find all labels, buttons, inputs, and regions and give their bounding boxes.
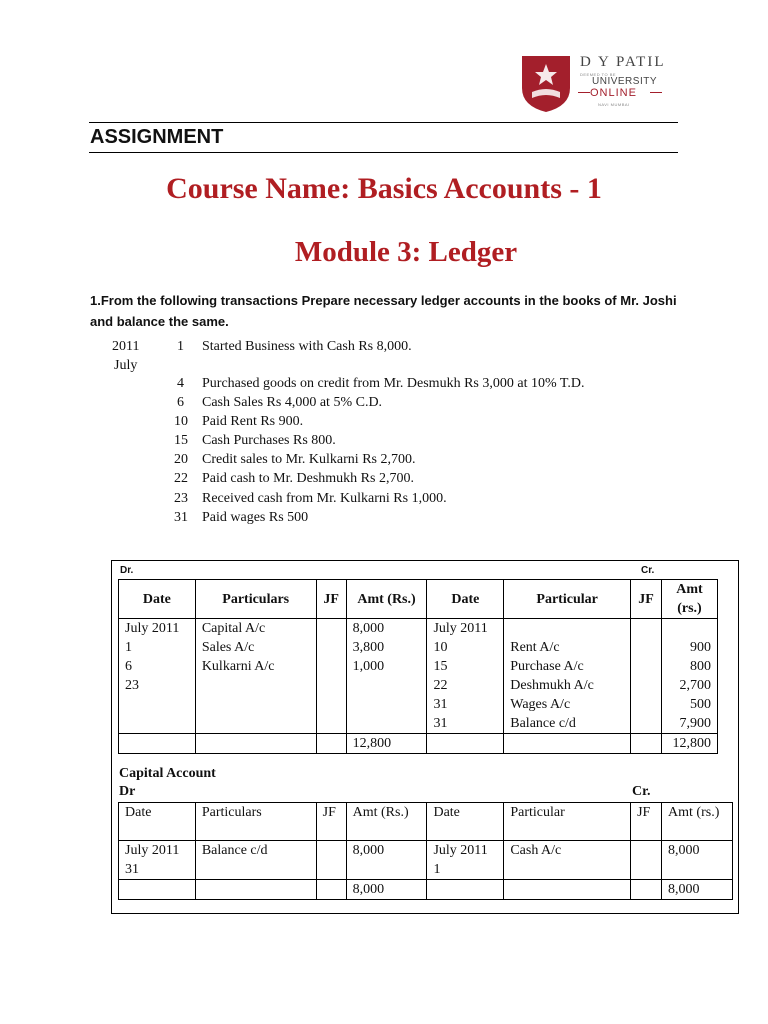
debit-particular: Kulkarni A/c bbox=[201, 659, 275, 674]
col-jf-cr: JF bbox=[630, 580, 661, 619]
capital-account-title: Capital Account bbox=[119, 766, 216, 781]
assignment-heading: ASSIGNMENT bbox=[90, 126, 224, 148]
credit-particulars-cell bbox=[504, 619, 631, 734]
credit-jf-cell bbox=[630, 619, 661, 734]
credit-date: 15 bbox=[433, 659, 448, 674]
credit-amount: 900 bbox=[690, 640, 711, 655]
transaction-text: Paid wages Rs 500 bbox=[202, 510, 309, 525]
transaction-text: Paid Rent Rs 900. bbox=[202, 414, 304, 429]
credit-date: 10 bbox=[433, 640, 448, 655]
debit-particulars-cell bbox=[195, 619, 316, 734]
table-row bbox=[119, 619, 718, 734]
logo-online: ONLINE bbox=[590, 87, 637, 99]
col-date-cr: Date bbox=[427, 803, 504, 841]
col-amt: Amt (Rs.) bbox=[346, 580, 427, 619]
col-amt-cr: Amt (rs.) bbox=[661, 580, 717, 619]
credit-amount: 2,700 bbox=[679, 678, 711, 693]
credit-particular: Cash A/c bbox=[504, 841, 631, 880]
debit-amount: 3,800 bbox=[352, 640, 385, 655]
totals-row bbox=[119, 880, 733, 900]
credit-total: 8,000 bbox=[662, 880, 733, 900]
logo-deemed: DEEMED TO BE bbox=[580, 72, 617, 77]
debit-jf-cell bbox=[316, 619, 346, 734]
transaction-text: Cash Sales Rs 4,000 at 5% C.D. bbox=[202, 395, 383, 410]
debit-date-cell bbox=[119, 841, 196, 880]
table-header-row bbox=[119, 803, 733, 841]
top-divider bbox=[89, 122, 678, 123]
transaction-year: 2011 bbox=[112, 339, 140, 354]
col-particular-cr: Particular bbox=[504, 580, 631, 619]
debit-date-head: July 2011 bbox=[125, 621, 180, 636]
credit-dates-cell bbox=[427, 619, 504, 734]
capital-account-table bbox=[118, 802, 733, 900]
heading-divider bbox=[89, 152, 678, 153]
table-header-row bbox=[119, 580, 718, 619]
university-logo bbox=[514, 50, 670, 116]
transaction-month: July bbox=[114, 358, 138, 373]
debit-date: 6 bbox=[125, 659, 132, 674]
transaction-text: Started Business with Cash Rs 8,000. bbox=[202, 339, 412, 354]
credit-particular: Wages A/c bbox=[510, 697, 571, 712]
col-amt: Amt (Rs.) bbox=[346, 803, 427, 841]
credit-date-head: July 2011 bbox=[433, 621, 488, 636]
credit-particular: Balance c/d bbox=[510, 716, 576, 731]
col-amt-cr: Amt (rs.) bbox=[662, 803, 733, 841]
col-jf: JF bbox=[316, 580, 346, 619]
debit-particular: Balance c/d bbox=[195, 841, 316, 880]
credit-amount: 8,000 bbox=[662, 841, 733, 880]
credit-particular: Deshmukh A/c bbox=[510, 678, 594, 693]
transaction-text: Paid cash to Mr. Deshmukh Rs 2,700. bbox=[202, 471, 414, 486]
credit-particular: Rent A/c bbox=[510, 640, 560, 655]
col-particulars: Particulars bbox=[195, 803, 316, 841]
col-date: Date bbox=[119, 803, 196, 841]
debit-particular: Capital A/c bbox=[201, 621, 266, 636]
transaction-text: Credit sales to Mr. Kulkarni Rs 2,700. bbox=[202, 452, 416, 467]
cash-account-table bbox=[118, 579, 718, 754]
debit-amounts-cell bbox=[346, 619, 427, 734]
debit-amount: 8,000 bbox=[352, 621, 385, 636]
debit-dates-cell bbox=[119, 619, 196, 734]
credit-date: 31 bbox=[433, 716, 448, 731]
table-row bbox=[119, 841, 733, 880]
cash-cr-label: Cr. bbox=[641, 565, 655, 576]
transaction-text: Received cash from Mr. Kulkarni Rs 1,000. bbox=[202, 491, 447, 506]
course-title: Course Name: Basics Accounts - 1 bbox=[166, 172, 602, 205]
credit-day: 1 bbox=[433, 862, 441, 877]
logo-location: NAVI MUMBAI bbox=[598, 102, 630, 107]
col-date-cr: Date bbox=[427, 580, 504, 619]
crest-icon bbox=[518, 52, 574, 114]
question-text: 1.From the following transactions Prepare necessary ledger accounts in the books of Mr. Joshi and balance the same. bbox=[90, 293, 677, 329]
debit-day: 31 bbox=[125, 862, 139, 877]
debit-total: 12,800 bbox=[346, 734, 427, 754]
capital-dr-label: Dr bbox=[119, 784, 136, 799]
credit-date: 31 bbox=[433, 697, 448, 712]
debit-amount: 8,000 bbox=[346, 841, 427, 880]
col-jf: JF bbox=[316, 803, 346, 841]
totals-row bbox=[119, 734, 718, 754]
debit-date: 1 bbox=[125, 640, 132, 655]
col-particular-cr: Particular bbox=[504, 803, 631, 841]
debit-date: July 2011 bbox=[125, 843, 180, 858]
credit-date-cell bbox=[427, 841, 504, 880]
credit-date: July 2011 bbox=[433, 843, 488, 858]
debit-total: 8,000 bbox=[346, 880, 427, 900]
logo-rule-right bbox=[650, 92, 662, 93]
transaction-text: Cash Purchases Rs 800. bbox=[202, 433, 336, 448]
module-title: Module 3: Ledger bbox=[294, 236, 518, 268]
credit-particular: Purchase A/c bbox=[510, 659, 584, 674]
logo-university: UNIVERSITY bbox=[592, 76, 658, 87]
debit-date: 23 bbox=[125, 678, 139, 693]
col-jf-cr: JF bbox=[631, 803, 662, 841]
credit-date: 22 bbox=[433, 678, 448, 693]
col-particulars: Particulars bbox=[195, 580, 316, 619]
debit-particular: Sales A/c bbox=[201, 640, 255, 655]
credit-amount: 500 bbox=[690, 697, 711, 712]
cash-dr-label: Dr. bbox=[120, 565, 134, 576]
logo-name: D Y PATIL bbox=[580, 54, 666, 70]
col-date: Date bbox=[119, 580, 196, 619]
transaction-text: Purchased goods on credit from Mr. Desmukh Rs 3,000 at 10% T.D. bbox=[202, 376, 585, 391]
credit-total: 12,800 bbox=[661, 734, 717, 754]
capital-cr-label: Cr. bbox=[632, 784, 651, 799]
logo-rule-left bbox=[578, 92, 590, 93]
debit-amount: 1,000 bbox=[352, 659, 385, 674]
credit-amount: 800 bbox=[690, 659, 711, 674]
credit-amount: 7,900 bbox=[679, 716, 711, 731]
credit-amounts-cell bbox=[661, 619, 717, 734]
